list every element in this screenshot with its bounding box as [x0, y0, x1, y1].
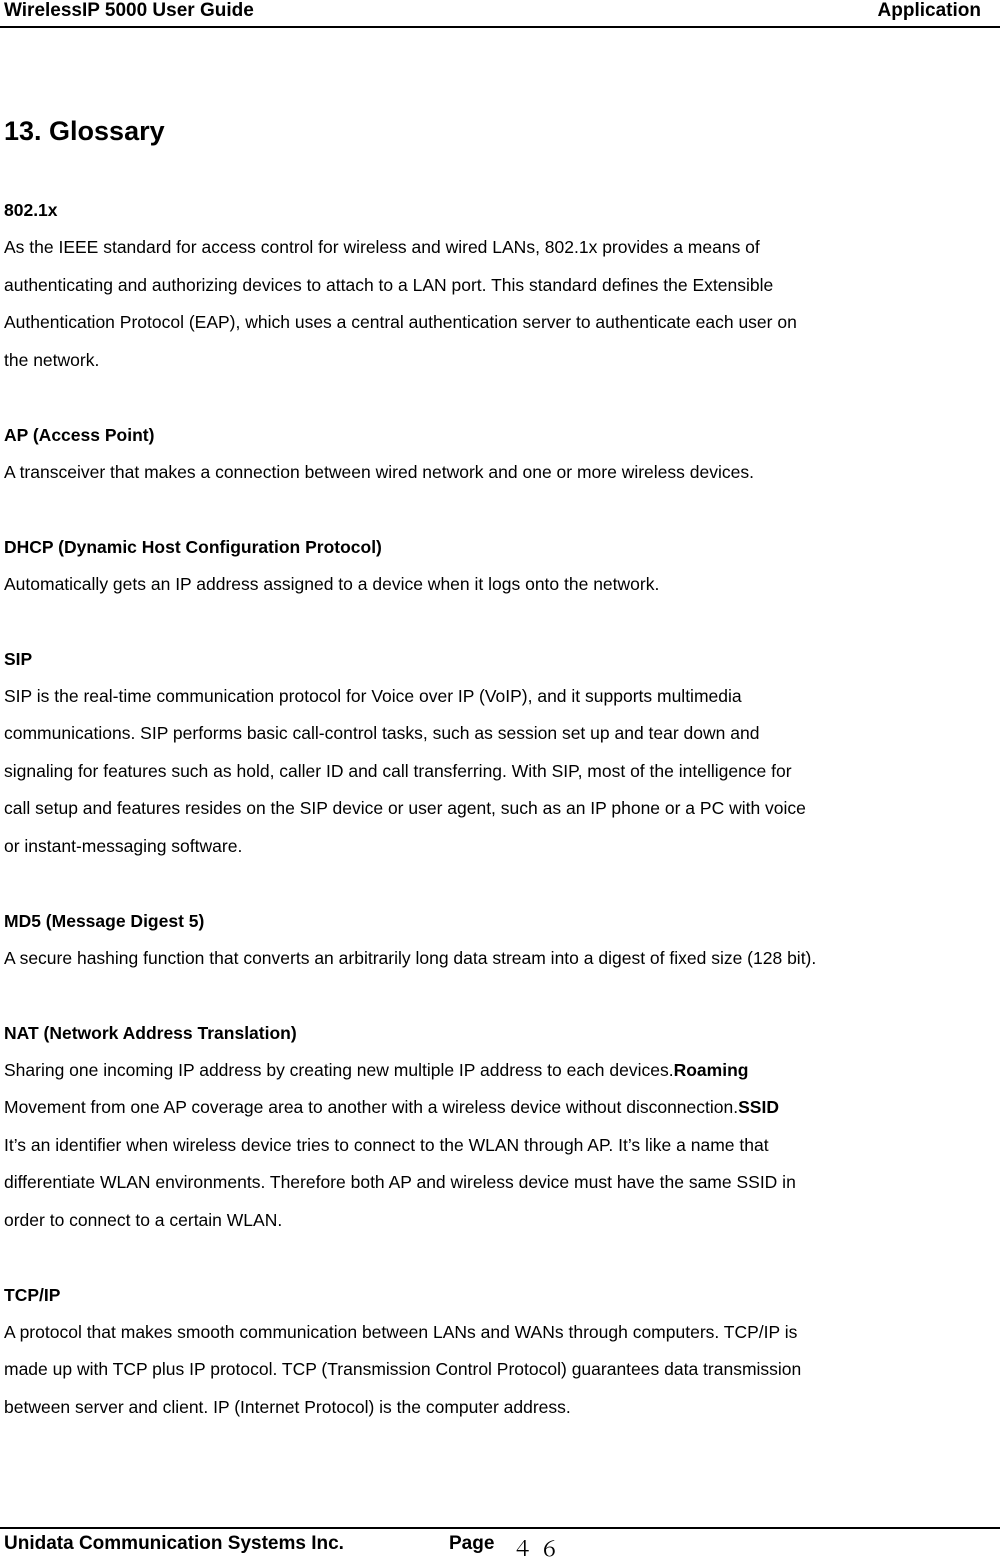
definition-line: or instant-messaging software.: [4, 835, 243, 856]
definition-line: order to connect to a certain WLAN.: [4, 1209, 283, 1230]
definition-line: signaling for features such as hold, caller ID and call transferring. With SIP, most of the intelligence for: [4, 760, 792, 781]
footer-rule: [0, 1527, 1000, 1529]
glossary-list: [4, 192, 994, 1426]
running-header-title: WirelessIP 5000 User Guide: [4, 0, 254, 21]
spacer: [4, 379, 994, 417]
definition-line: Authentication Protocol (EAP), which uses a central authentication server to authenticate each user on: [4, 312, 797, 332]
definition-line: Automatically gets an IP address assigned to a device when it logs onto the network.: [4, 573, 660, 594]
glossary-term: AP (Access Point): [4, 424, 155, 445]
glossary-term: TCP/IP: [4, 1284, 61, 1305]
definition-text: Sharing one incoming IP address by creating new multiple IP address to each devices.: [4, 1059, 674, 1080]
glossary-term-inline: Roaming: [673, 1059, 749, 1080]
spacer: [4, 865, 994, 903]
definition-line: the network.: [4, 349, 100, 370]
definition-line: authenticating and authorizing devices to attach to a LAN port. This standard defines the Extensible: [4, 274, 774, 295]
definition-line: differentiate WLAN environments. Therefore both AP and wireless device must have the same SSID in: [4, 1172, 796, 1192]
definition-line: A transceiver that makes a connection between wired network and one or more wireless devices.: [4, 461, 754, 482]
definition-line: As the IEEE standard for access control for wireless and wired LANs, 802.1x provides a means of: [4, 237, 760, 257]
glossary-term: DHCP (Dynamic Host Configuration Protocol): [4, 536, 382, 557]
definition-line: between server and client. IP (Internet Protocol) is the computer address.: [4, 1396, 571, 1417]
glossary-term-inline: SSID: [738, 1097, 779, 1117]
definition-line: call setup and features resides on the SIP device or user agent, such as an IP phone or a PC with voice: [4, 798, 806, 818]
definition-line: It’s an identifier when wireless device tries to connect to the WLAN through AP. It’s like a name that: [4, 1134, 769, 1155]
glossary-term: MD5 (Message Digest 5): [4, 910, 205, 931]
definition-line: [4, 1089, 994, 1127]
spacer: [4, 491, 994, 529]
definition-line: A protocol that makes smooth communication between LANs and WANs through computers. TCP/IP is: [4, 1321, 798, 1342]
glossary-term: SIP: [4, 648, 33, 669]
definition-line: made up with TCP plus IP protocol. TCP (Transmission Control Protocol) guarantees data transmission: [4, 1359, 802, 1379]
spacer: [4, 977, 994, 1015]
header-rule: [0, 26, 1000, 28]
glossary-term: 802.1x: [4, 200, 58, 220]
definition-line: [4, 1052, 994, 1090]
definition-line: A secure hashing function that converts an arbitrarily long data stream into a digest of fixed size (128 bit).: [4, 947, 817, 968]
definition-text: Movement from one AP coverage area to another with a wireless device without disconnection.: [4, 1097, 739, 1117]
definition-line: SIP is the real-time communication protocol for Voice over IP (VoIP), and it supports multimedia: [4, 685, 742, 706]
footer-company: Unidata Communication Systems Inc.: [4, 1533, 344, 1554]
glossary-term: NAT (Network Address Translation): [4, 1022, 297, 1043]
page-title: 13. Glossary: [4, 116, 165, 146]
spacer: [4, 603, 994, 641]
footer-page-label: Page: [449, 1533, 495, 1554]
footer-page-number: ４６: [512, 1538, 566, 1561]
running-header-section: Application: [877, 0, 981, 21]
definition-line: communications. SIP performs basic call-control tasks, such as session set up and tear down and: [4, 723, 760, 743]
spacer: [4, 1239, 994, 1277]
